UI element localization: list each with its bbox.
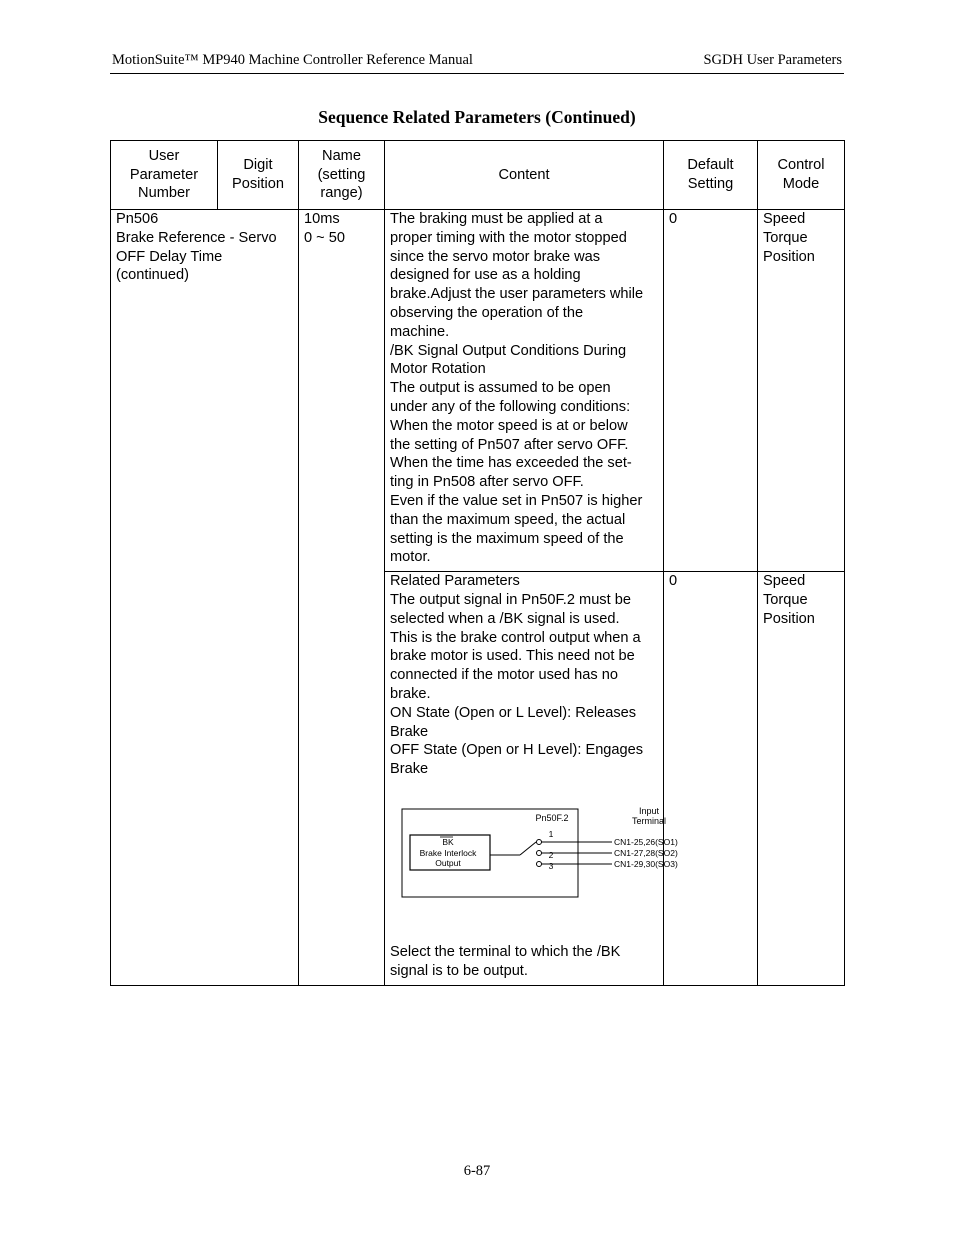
cell-line: OFF State (Open or H Level): Engages (390, 742, 644, 759)
cell-line: 0 (669, 211, 678, 227)
cell-line: Pn506 (116, 211, 159, 227)
cell-line: setting is the maximum speed of the (390, 530, 624, 547)
terminal-label-3: CN1-29,30(SO3) (614, 858, 678, 869)
header-control-mode (758, 141, 845, 210)
cell-user-parameter (111, 210, 299, 986)
cell-line: proper timing with the motor stopped (390, 229, 627, 246)
cell-line: motor. (390, 549, 431, 566)
header-default-setting (664, 141, 758, 210)
cell-line: signal is to be output. (390, 962, 528, 979)
cell-line: Position (763, 610, 815, 627)
header-line: Default (687, 157, 734, 174)
cell-line: When the time has exceeded the set- (390, 455, 632, 472)
cell-line: observing the operation of the (390, 304, 584, 321)
cell-line: The braking must be applied at a (390, 211, 603, 227)
block-line-2: Output (435, 857, 461, 868)
input-terminal-label-line2: Terminal (631, 815, 667, 826)
parameters-table (110, 140, 845, 986)
cell-line: 10ms (304, 211, 340, 227)
cell-line: brake motor is used. This need not be (390, 648, 635, 665)
header-section-title: SGDH User Parameters (703, 52, 842, 68)
terminal-selection-note (390, 943, 658, 981)
cell-line: Speed (763, 211, 806, 227)
cell-line: /BK Signal Output Conditions During (390, 342, 627, 359)
position-3: 3 (548, 860, 554, 871)
header-content (385, 141, 664, 210)
header-user-parameter-number (111, 141, 218, 210)
cell-line: since the servo motor brake was (390, 248, 601, 265)
cell-line: The output is assumed to be open (390, 380, 611, 397)
cell-line: designed for use as a holding (390, 267, 581, 284)
cell-content-brake-timing (385, 210, 664, 572)
header-digit-position (218, 141, 299, 210)
position-2: 2 (548, 849, 554, 860)
output-terminal-diagram (390, 779, 678, 943)
cell-line: under any of the following conditions: (390, 398, 631, 415)
header-line: Digit (243, 157, 273, 174)
cell-line: brake. (390, 685, 431, 702)
switch-contact-3 (537, 861, 542, 866)
header-line: Name (322, 147, 361, 164)
cell-line: connected if the motor used has no (390, 667, 618, 684)
cell-name-setting-range (299, 210, 385, 986)
cell-control-mode (758, 210, 845, 572)
selector-switch-arm (520, 842, 536, 855)
terminal-label-2: CN1-27,28(SO2) (614, 847, 678, 858)
header-line: Number (138, 185, 190, 202)
header-manual-title: MotionSuite™ MP940 Machine Controller Reference Manual (112, 52, 473, 68)
section-title: Sequence Related Parameters (Continued) (318, 107, 636, 127)
cell-default-setting (664, 210, 758, 572)
cell-line: Brake (390, 723, 429, 740)
cell-line: 0 ~ 50 (304, 229, 345, 246)
block-line-1: Brake Interlock (419, 847, 477, 858)
header-line: (setting (317, 166, 366, 183)
header-name-setting-range (299, 141, 385, 210)
cell-line: OFF Delay Time (116, 248, 223, 265)
cell-line: brake.Adjust the user parameters while (390, 286, 644, 303)
switch-contact-2 (537, 850, 542, 855)
header-line: Control (777, 157, 825, 174)
cell-line: Position (763, 248, 815, 265)
switch-contact-1 (537, 839, 542, 844)
header-line: Content (498, 166, 550, 183)
cell-line: Brake (390, 761, 429, 778)
terminal-label-1: CN1-25,26(SO1) (614, 836, 678, 847)
header-line: User (148, 147, 180, 164)
cell-line: ting in Pn508 after servo OFF. (390, 474, 584, 491)
header-rule (110, 73, 844, 74)
cell-line: ON State (Open or L Level): Releases (390, 704, 637, 721)
cell-line: This is the brake control output when a (390, 629, 641, 646)
cell-line: Select the terminal to which the /BK (390, 943, 621, 960)
cell-line: Torque (763, 591, 808, 608)
cell-control-mode (758, 572, 845, 985)
cell-line: (continued) (116, 267, 190, 284)
position-1: 1 (548, 828, 554, 839)
cell-line: the setting of Pn507 after servo OFF. (390, 436, 629, 453)
header-line: Parameter (129, 166, 199, 183)
cell-line: Motor Rotation (390, 361, 486, 378)
cell-line: Torque (763, 229, 808, 246)
cell-content-related-parameters (385, 572, 678, 985)
header-line: Mode (782, 176, 820, 192)
cell-line: Related Parameters (390, 573, 520, 590)
header-line: Setting (687, 176, 734, 192)
header-line: range) (320, 185, 363, 202)
cell-line: The output signal in Pn50F.2 must be (390, 591, 631, 608)
table-row (111, 210, 845, 572)
cell-line: machine. (390, 323, 450, 340)
cell-line: Speed (763, 573, 806, 590)
cell-line: Even if the value set in Pn507 is higher (390, 492, 643, 509)
cell-line: Brake Reference - Servo (116, 229, 277, 246)
cell-line: than the maximum speed, the actual (390, 511, 626, 528)
output-terminal-diagram-svg (390, 779, 690, 943)
table-header-row (111, 141, 845, 210)
input-terminal-label-line1: Input (638, 805, 660, 816)
cell-line: When the motor speed is at or below (390, 417, 628, 434)
param-label: Pn50F.2 (535, 812, 569, 823)
page-number: 6-87 (463, 1163, 491, 1179)
header-line: Position (232, 176, 284, 192)
cell-line: 0 (669, 573, 678, 590)
cell-line: selected when a /BK signal is used. (390, 610, 620, 627)
bk-label: BK (442, 836, 454, 847)
